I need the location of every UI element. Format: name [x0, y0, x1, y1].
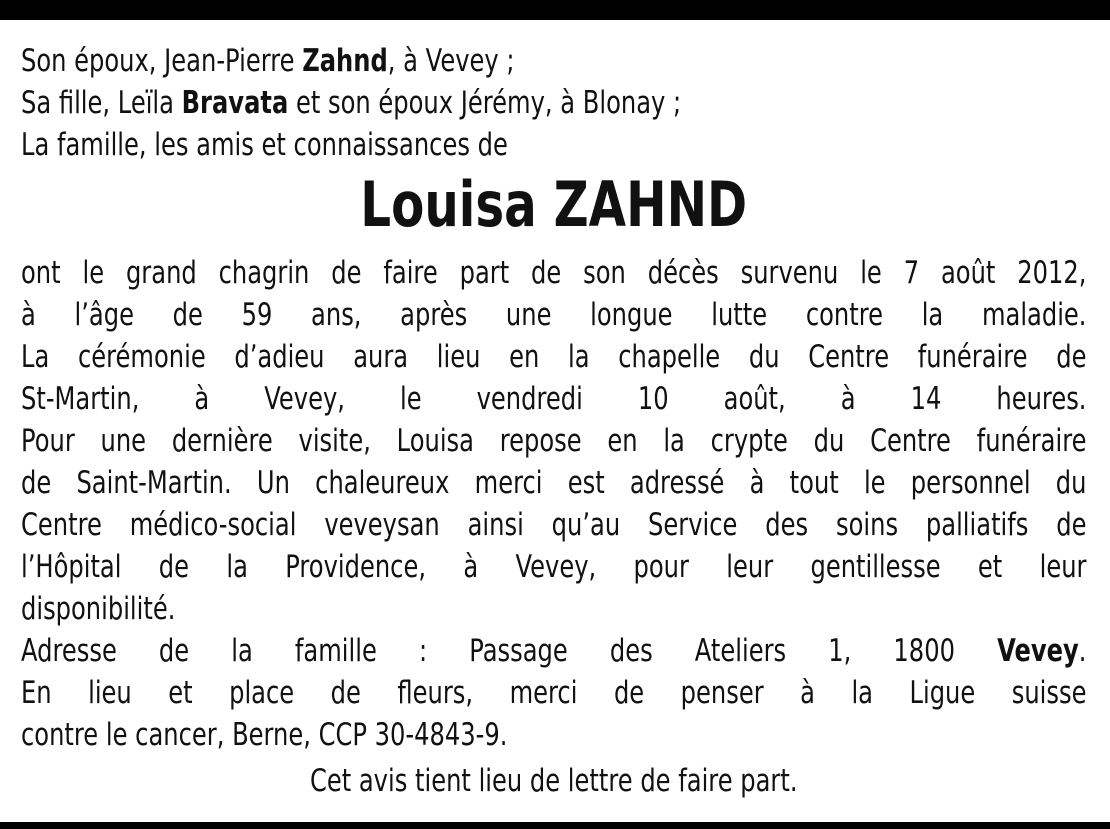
family-address	[21, 630, 1086, 672]
top-rule	[0, 0, 1110, 20]
closing-note: Cet avis tient lieu de lettre de faire part.	[309, 763, 798, 799]
body-line: ont le grand chagrin de faire part de son décès survenu le 7 août 2012,	[21, 255, 1087, 291]
flowers-request: En lieu et place de fleurs, merci de penser à la Ligue suisse	[21, 675, 1087, 711]
intro-line-family	[21, 124, 1086, 166]
address-text: Adresse de la famille : Passage des Ateliers 1, 1800	[21, 633, 998, 669]
deceased-name: Louisa ZAHND	[360, 168, 748, 241]
body-line: de Saint-Martin. Un chaleureux merci est adressé à tout le personnel du	[21, 465, 1087, 501]
body-line: Pour une dernière visite, Louisa repose en la crypte du Centre funéraire	[21, 423, 1087, 459]
announcement-body	[21, 252, 1086, 756]
intro-text: et son époux Jérémy, à Blonay ;	[288, 85, 682, 121]
intro-line-daughter	[21, 82, 1086, 124]
bottom-rule	[0, 822, 1110, 829]
intro-bold-name: Zahnd	[302, 43, 388, 79]
intro-text: Sa fille, Leïla	[21, 85, 182, 121]
body-line: La cérémonie d’adieu aura lieu en la chapelle du Centre funéraire de	[21, 339, 1087, 375]
body-line: St-Martin, à Vevey, le vendredi 10 août, à 14 heures.	[21, 381, 1087, 417]
intro-text: Son époux, Jean-Pierre	[21, 43, 303, 79]
body-line: à l’âge de 59 ans, après une longue lutte contre la maladie.	[21, 297, 1087, 333]
address-text: .	[1078, 633, 1087, 669]
intro-text: La famille, les amis et connaissances de	[21, 127, 508, 163]
body-line: Centre médico-social veveysan ainsi qu’au Service des soins palliatifs de	[21, 507, 1087, 543]
intro-text: , à Vevey ;	[387, 43, 515, 79]
intro-line-spouse	[21, 40, 1086, 82]
address-city: Vevey	[997, 633, 1079, 669]
body-line: disponibilité.	[21, 591, 176, 627]
flowers-request-end: contre le cancer, Berne, CCP 30-4843-9.	[21, 717, 508, 753]
body-line: l’Hôpital de la Providence, à Vevey, pour leur gentillesse et leur	[21, 549, 1087, 585]
obituary-notice	[21, 40, 1086, 802]
intro-bold-name: Bravata	[181, 85, 289, 121]
